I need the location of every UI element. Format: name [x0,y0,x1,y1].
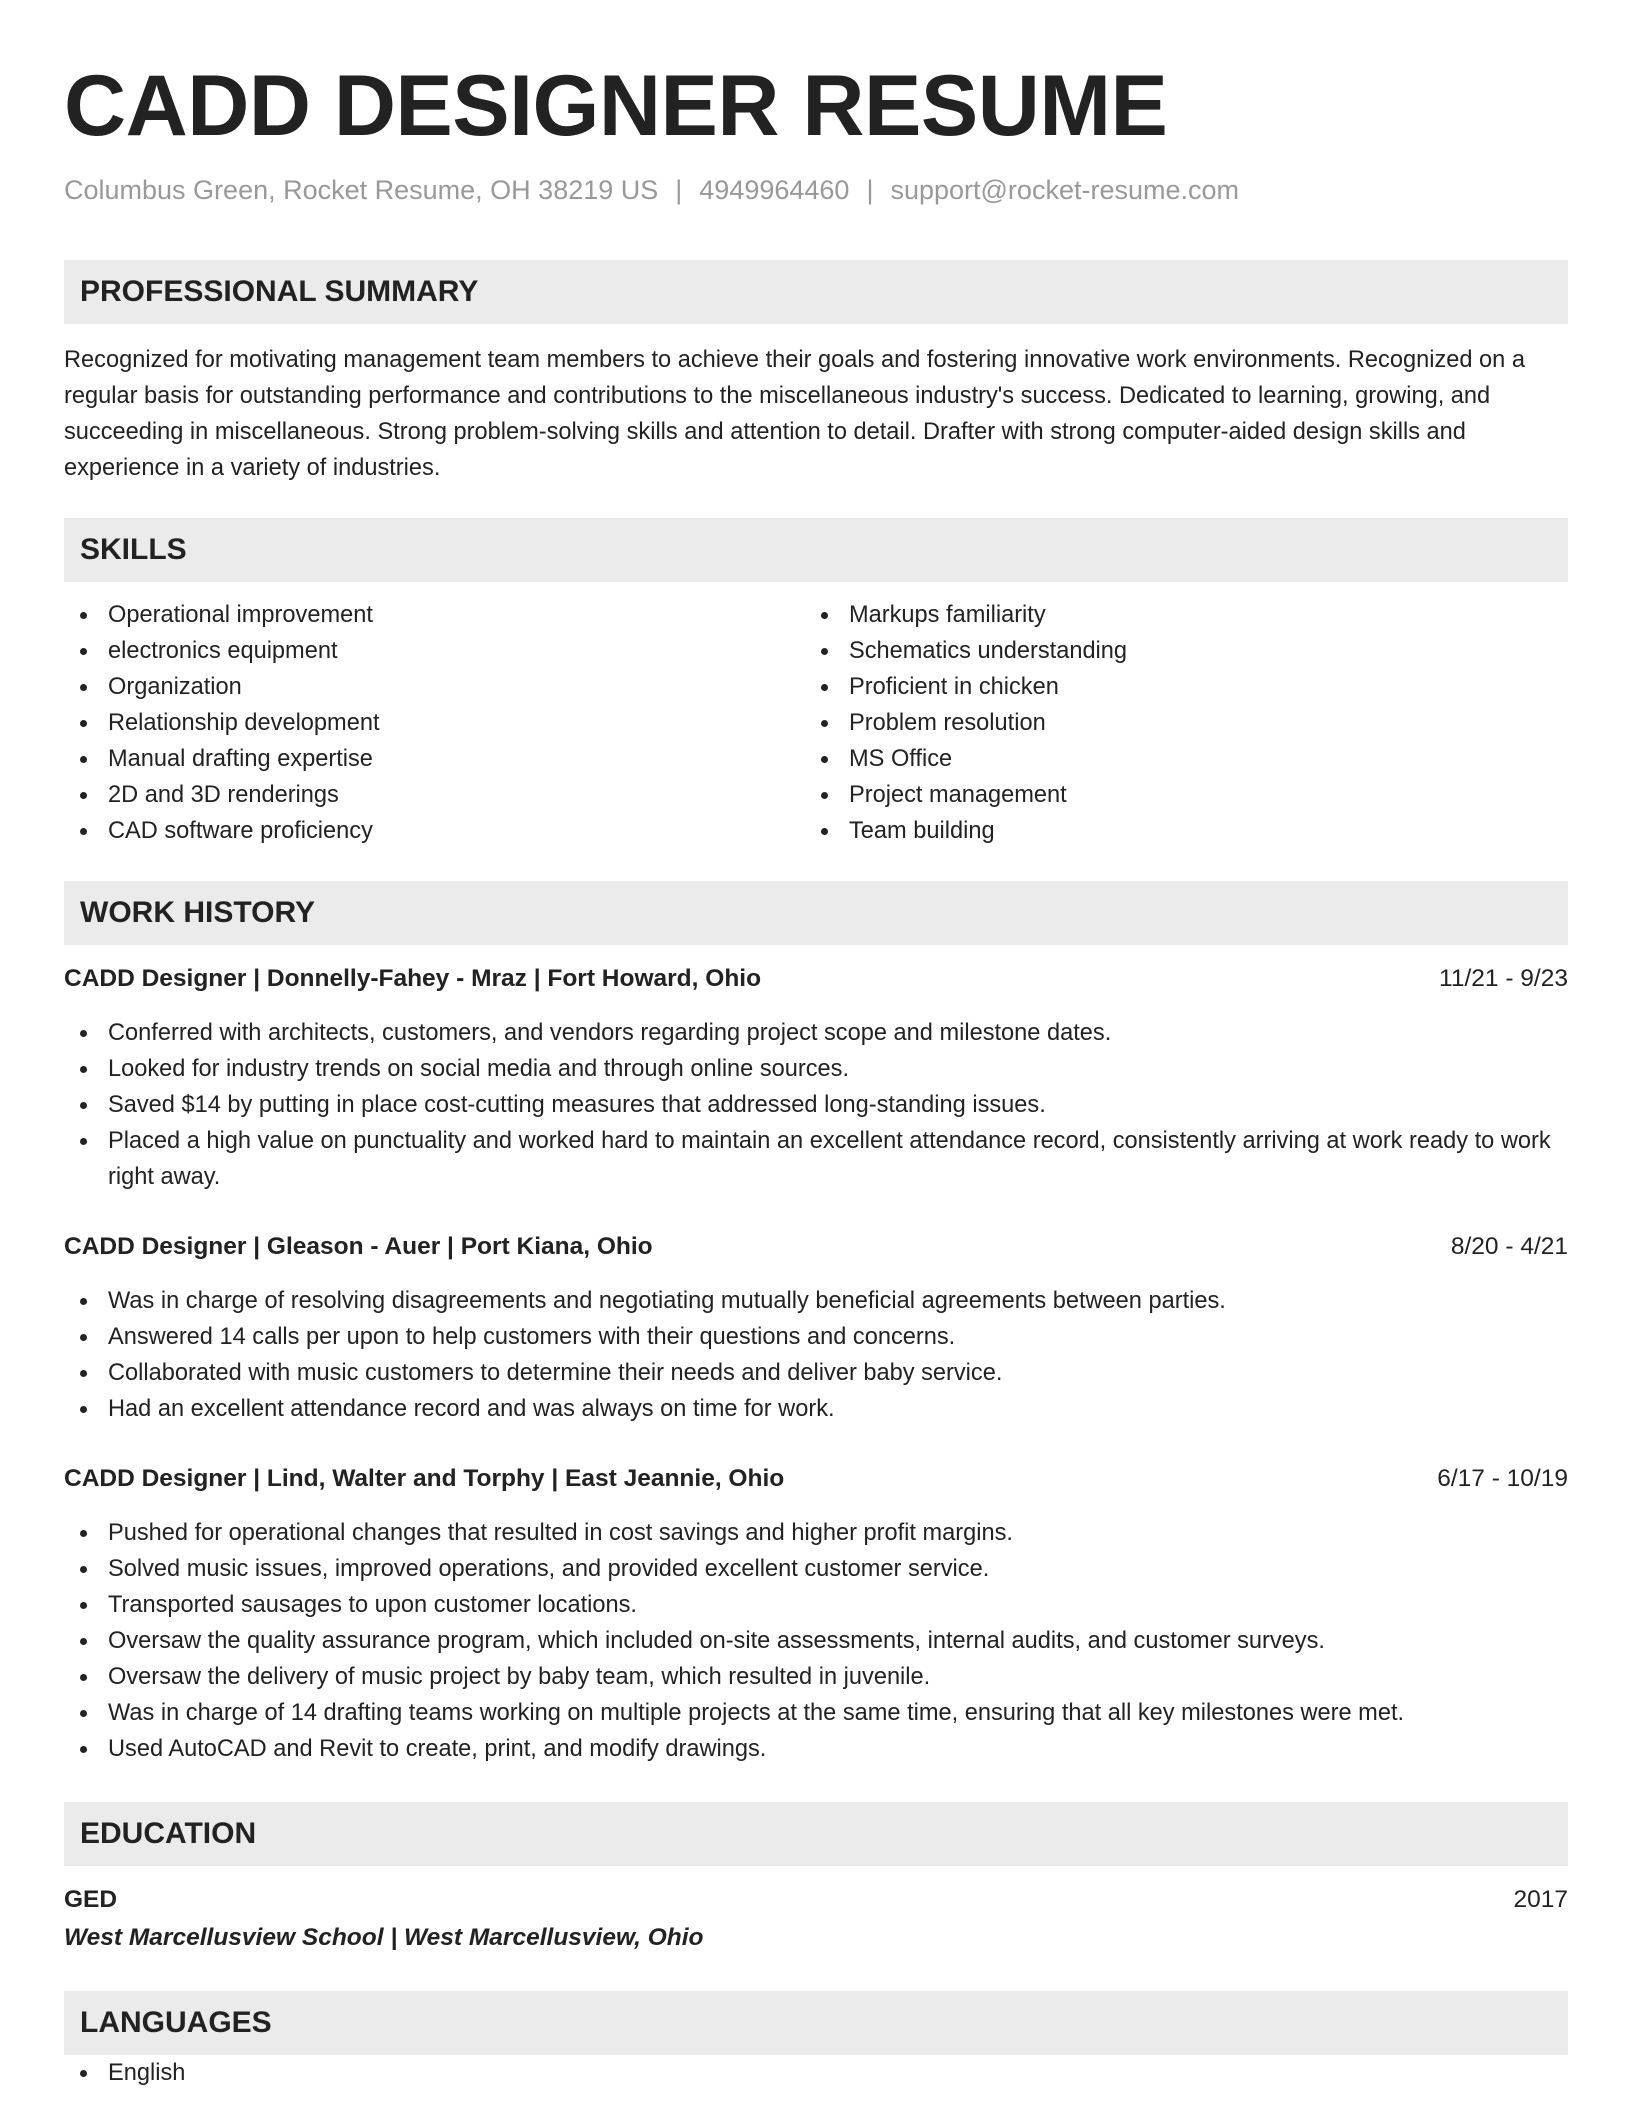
job-header [64,1229,1568,1265]
job-bullet: Transported sausages to upon customer locations. [64,1587,1568,1623]
education-school: West Marcellusview School | West Marcellusview, Ohio [64,1924,704,1951]
job-dates: 6/17 - 10/19 [1437,1465,1568,1492]
skill-item: Project management [805,777,1546,813]
section-heading-work-history: WORK HISTORY [64,881,1568,945]
section-heading-languages: LANGUAGES [64,1991,1568,2055]
summary-text: Recognized for motivating management team members to achieve their goals and fostering innovative work environments. Recognized on a regular basis for outstanding performance and contributions to the miscellaneous industry's success. Dedicated to learning, growing, and succeeding in miscellaneous. Strong problem-solving skills and attention to detail. Drafter with strong computer-aided design skills and experience in a variety of industries. [64,347,1525,481]
contact-separator: | [866,175,874,205]
contact-separator: | [675,175,683,205]
job-bullet: Had an excellent attendance record and was always on time for work. [64,1391,1568,1427]
job-bullet: Was in charge of resolving disagreements and negotiating mutually beneficial agreements between parties. [64,1283,1568,1319]
job-bullet: Oversaw the delivery of music project by baby team, which resulted in juvenile. [64,1659,1568,1695]
skill-item: Proficient in chicken [805,669,1546,705]
job-entry [64,961,1568,1195]
skills-column-left [64,597,805,849]
skill-item: electronics equipment [64,633,805,669]
job-bullets [64,1015,1568,1195]
job-entry [64,1461,1568,1767]
resume-title: CADD DESIGNER RESUME [64,58,1168,154]
job-bullet: Was in charge of 14 drafting teams working on multiple projects at the same time, ensuring that all key milestones were met. [64,1695,1568,1731]
skill-item: MS Office [805,741,1546,777]
skill-item: Relationship development [64,705,805,741]
skills-column-right [805,597,1546,849]
education-year: 2017 [1513,1886,1568,1913]
job-bullet: Answered 14 calls per upon to help customers with their questions and concerns. [64,1319,1568,1355]
job-bullet: Placed a high value on punctuality and worked hard to maintain an excellent attendance record, consistently arriving at work ready to work right away. [64,1123,1568,1195]
skills-grid [64,597,1568,849]
job-bullet: Looked for industry trends on social media and through online sources. [64,1051,1568,1087]
job-entry [64,1229,1568,1427]
section-heading-skills: SKILLS [64,518,1568,582]
job-bullet: Collaborated with music customers to determine their needs and deliver baby service. [64,1355,1568,1391]
job-header [64,1461,1568,1497]
skill-item: Manual drafting expertise [64,741,805,777]
job-dates: 8/20 - 4/21 [1450,1233,1568,1260]
skill-item: Problem resolution [805,705,1546,741]
job-bullet: Saved $14 by putting in place cost-cutting measures that addressed long-standing issues. [64,1087,1568,1123]
skill-item: Schematics understanding [805,633,1546,669]
job-title: CADD Designer | Lind, Walter and Torphy | East Jeannie, Ohio [64,1465,785,1492]
contact-phone: 4949964460 [699,175,850,205]
contact-email: support@rocket-resume.com [890,175,1239,205]
skills-list-left [64,597,805,849]
job-bullet: Oversaw the quality assurance program, which included on-site assessments, internal audits, and customer surveys. [64,1623,1568,1659]
job-dates: 11/21 - 9/23 [1439,965,1568,992]
contact-address: Columbus Green, Rocket Resume, OH 38219 US [64,175,659,205]
job-bullet: Solved music issues, improved operations, and provided excellent customer service. [64,1551,1568,1587]
job-bullet: Conferred with architects, customers, and vendors regarding project scope and milestone dates. [64,1015,1568,1051]
language-item: English [64,2055,1568,2091]
job-header [64,961,1568,997]
skill-item: CAD software proficiency [64,813,805,849]
job-bullet: Used AutoCAD and Revit to create, print, and modify drawings. [64,1731,1568,1767]
languages-list [64,2055,1568,2091]
job-title: CADD Designer | Donnelly-Fahey - Mraz | Fort Howard, Ohio [64,965,762,992]
contact-line [64,172,1568,208]
skill-item: Markups familiarity [805,597,1546,633]
education-degree: GED [64,1886,118,1913]
job-bullets [64,1515,1568,1767]
skill-item: Team building [805,813,1546,849]
skill-item: Organization [64,669,805,705]
section-heading-education: EDUCATION [64,1802,1568,1866]
section-heading-summary: PROFESSIONAL SUMMARY [64,260,1568,324]
skill-item: Operational improvement [64,597,805,633]
education-header [64,1882,1568,1918]
job-bullet: Pushed for operational changes that resulted in cost savings and higher profit margins. [64,1515,1568,1551]
skills-list-right [805,597,1546,849]
job-title: CADD Designer | Gleason - Auer | Port Kiana, Ohio [64,1233,653,1260]
skill-item: 2D and 3D renderings [64,777,805,813]
job-bullets [64,1283,1568,1427]
